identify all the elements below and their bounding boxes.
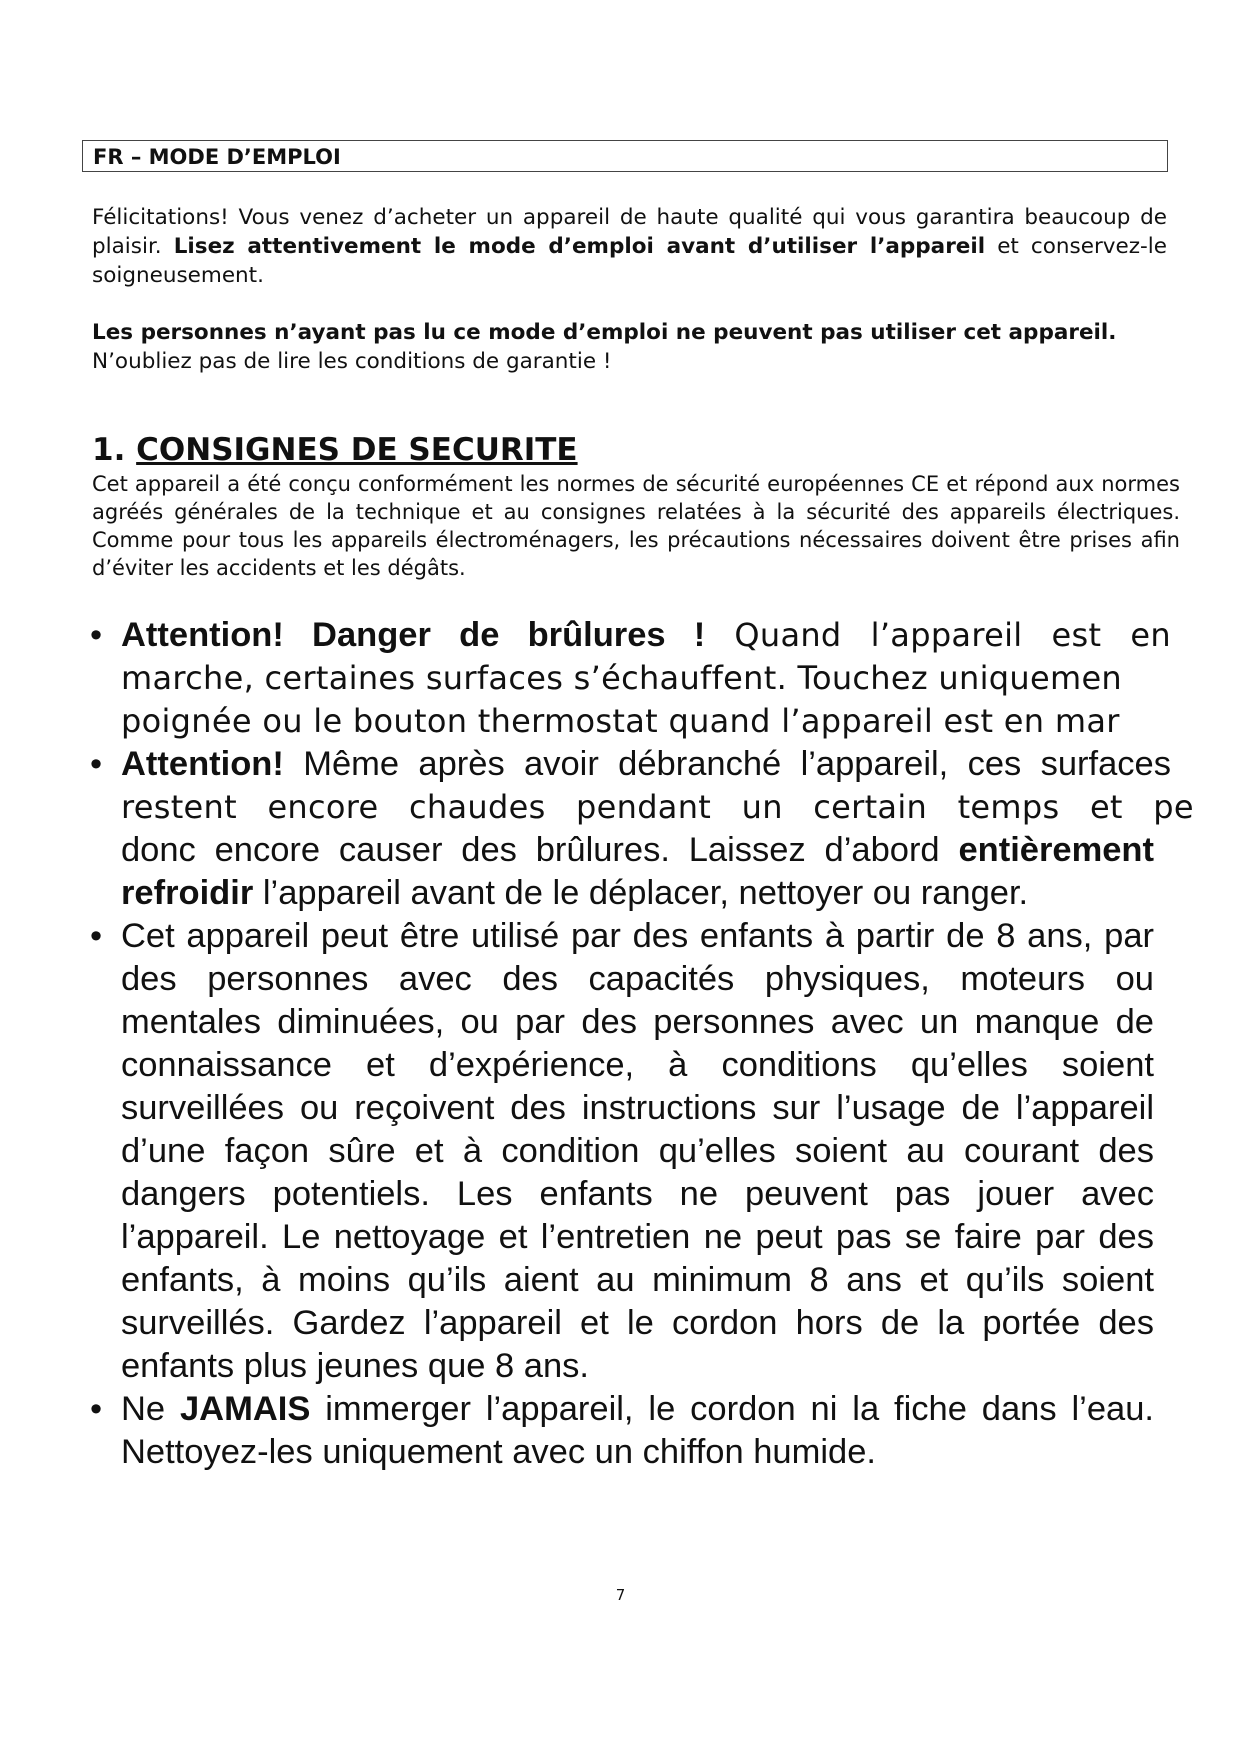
warning-paragraph — [92, 318, 1167, 376]
section-number: 1. — [92, 432, 137, 468]
section-title — [92, 431, 578, 469]
list-item-text — [121, 1388, 1154, 1474]
list-item-bold: Attention! — [121, 745, 284, 783]
intro-text-end: et conservez-le soigneusement. — [92, 234, 1167, 288]
list-item-bold: entièrement refroidir — [121, 831, 1154, 912]
section-heading: CONSIGNES DE SECURITE — [136, 432, 578, 468]
list-item-text — [121, 743, 1241, 915]
list-item — [90, 743, 1210, 915]
intro-paragraph — [92, 203, 1167, 290]
intro-text: Félicitations! Vous venez d’acheter un appareil de haute qualité qui vous garantira beaucoup de plaisir. — [92, 205, 1167, 259]
intro-bold-text: Lisez attentivement le mode d’emploi avant d’utiliser l’appareil — [173, 234, 986, 259]
list-item-line: marche, certaines surfaces s’échauffent. Touchez uniquemen — [121, 659, 1123, 697]
list-item — [90, 915, 1210, 1388]
list-item-text-rest: immerger l’appareil, le cordon ni la fiche dans l’eau. Nettoyez-les uniquement avec un chiffon humide. — [121, 1390, 1154, 1471]
bullet-icon: • — [90, 745, 103, 783]
bullet-icon: • — [90, 616, 103, 654]
document-header — [82, 140, 1168, 172]
list-item-text-start: Ne — [121, 1390, 180, 1428]
list-item-text: Cet appareil peut être utilisé par des enfants à partir de 8 ans, par des personnes avec des capacités physiques, moteurs ou mentales diminuées, ou par des personnes avec un manque de connaissance et d’expérience, à conditions qu’elles soient surveillées ou reçoivent des instructions sur l’usage de l’appareil d’une façon sûre et à condition qu’elles soient au courant des dangers potentiels. Les enfants ne peuvent pas jouer avec l’appareil. Le nettoyage et l’entretien ne peut pas se faire par des enfants, à moins qu’ils aient au minimum 8 ans et qu’ils soient surveillés. Gardez l’appareil et le cordon hors de la portée des enfants plus jeunes que 8 ans. — [121, 917, 1154, 1385]
list-item-text — [121, 614, 1241, 743]
bullet-icon: • — [90, 917, 103, 955]
section-body: Cet appareil a été conçu conformément les normes de sécurité européennes CE et répond aux normes agréés générales de la technique et au consignes relatées à la sécurité des appareils électriques. Comme pour tous les appareils électroménagers, les précautions nécessaires doivent être prises afin d’éviter les accidents et les dégâts. — [92, 472, 1180, 580]
list-item-text-rest: Quand l’appareil est en — [705, 616, 1171, 654]
list-item-line: l’appareil avant de le déplacer, nettoyer ou ranger. — [253, 874, 1029, 912]
header-title: FR – MODE D’EMPLOI — [93, 145, 341, 169]
page-number: 7 — [615, 1586, 626, 1604]
list-item-line: restent encore chaudes pendant un certain temps et pe — [121, 788, 1194, 826]
bullet-icon: • — [90, 1390, 103, 1428]
list-item-text-rest: Même après avoir débranché l’appareil, ces surfaces — [283, 745, 1171, 783]
safety-list — [90, 614, 1210, 1474]
warning-bold-text: Les personnes n’ayant pas lu ce mode d’emploi ne peuvent pas utiliser cet appareil. — [92, 320, 1117, 345]
list-item — [90, 1388, 1210, 1474]
list-item-bold: JAMAIS — [180, 1390, 311, 1428]
list-item-bold: Attention! Danger de brûlures ! — [121, 616, 706, 654]
list-item-line: donc encore causer des brûlures. Laissez d’abord — [121, 831, 959, 869]
list-item — [90, 614, 1210, 743]
list-item-line: poignée ou le bouton thermostat quand l’appareil est en mar — [121, 702, 1120, 740]
guarantee-reminder: N’oubliez pas de lire les conditions de garantie ! — [92, 349, 612, 374]
